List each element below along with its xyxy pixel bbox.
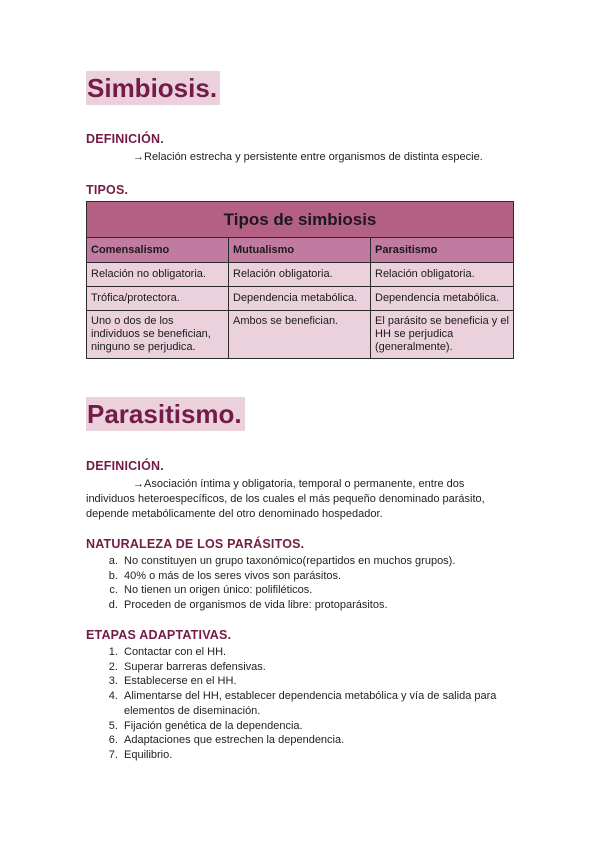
naturaleza-heading: NATURALEZA DE LOS PARÁSITOS.: [86, 537, 305, 551]
table-header-comensalismo: Comensalismo: [87, 238, 229, 263]
list-item: b. 40% o más de los seres vivos son parásitos.: [121, 569, 521, 584]
table-row: [87, 311, 514, 359]
simbiosis-definicion-text: →Relación estrecha y persistente entre organismos de distinta especie.: [133, 151, 483, 163]
simbiosis-definicion-heading: DEFINICIÓN.: [86, 132, 164, 146]
list-item: c. No tienen un origen único: polifiléticos.: [121, 583, 521, 598]
list-item: d. Proceden de organismos de vida libre: protoparásitos.: [121, 598, 521, 613]
list-item: 2. Superar barreras defensivas.: [121, 660, 521, 675]
table-row: [87, 263, 514, 287]
list-item: a. No constituyen un grupo taxonómico(repartidos en muchos grupos).: [121, 554, 521, 569]
table-row: [87, 287, 514, 311]
list-item: 4. Alimentarse del HH, establecer dependencia metabólica y vía de salida para elementos de diseminación.: [121, 689, 521, 718]
table-cell: El parásito se beneficia y el HH se perjudica (generalmente).: [371, 311, 514, 359]
parasitismo-definicion-text: →Asociación íntima y obligatoria, temporal o permanente, entre dos individuos heteroespecíficos, de los cuales el más pequeño denominado parásito, depende metabólicamente del otro denominado hospedador.: [86, 478, 485, 520]
tipos-simbiosis-table: [86, 201, 514, 359]
parasitismo-definicion-heading: DEFINICIÓN.: [86, 459, 164, 473]
list-item: 5. Fijación genética de la dependencia.: [121, 719, 521, 734]
parasitismo-title: Parasitismo.: [86, 397, 245, 431]
table-cell: Uno o dos de los individuos se benefician, ninguno se perjudica.: [87, 311, 229, 359]
simbiosis-title: Simbiosis.: [86, 71, 220, 105]
table-header-parasitismo: Parasitismo: [371, 238, 514, 263]
table-header-mutualismo: Mutualismo: [229, 238, 371, 263]
table-cell: Ambos se benefician.: [229, 311, 371, 359]
list-item: 3. Establecerse en el HH.: [121, 674, 521, 689]
table-cell: Trófica/protectora.: [87, 287, 229, 311]
table-cell: Dependencia metabólica.: [229, 287, 371, 311]
etapas-heading: ETAPAS ADAPTATIVAS.: [86, 628, 232, 642]
table-title: Tipos de simbiosis: [87, 202, 514, 238]
etapas-list: [100, 645, 521, 763]
list-item: 1. Contactar con el HH.: [121, 645, 521, 660]
table-cell: Relación obligatoria.: [371, 263, 514, 287]
tipos-heading: TIPOS.: [86, 183, 129, 197]
table-cell: Relación no obligatoria.: [87, 263, 229, 287]
naturaleza-list: [100, 554, 521, 613]
table-cell: Relación obligatoria.: [229, 263, 371, 287]
list-item: 6. Adaptaciones que estrechen la dependencia.: [121, 733, 521, 748]
list-item: 7. Equilibrio.: [121, 748, 521, 763]
table-cell: Dependencia metabólica.: [371, 287, 514, 311]
